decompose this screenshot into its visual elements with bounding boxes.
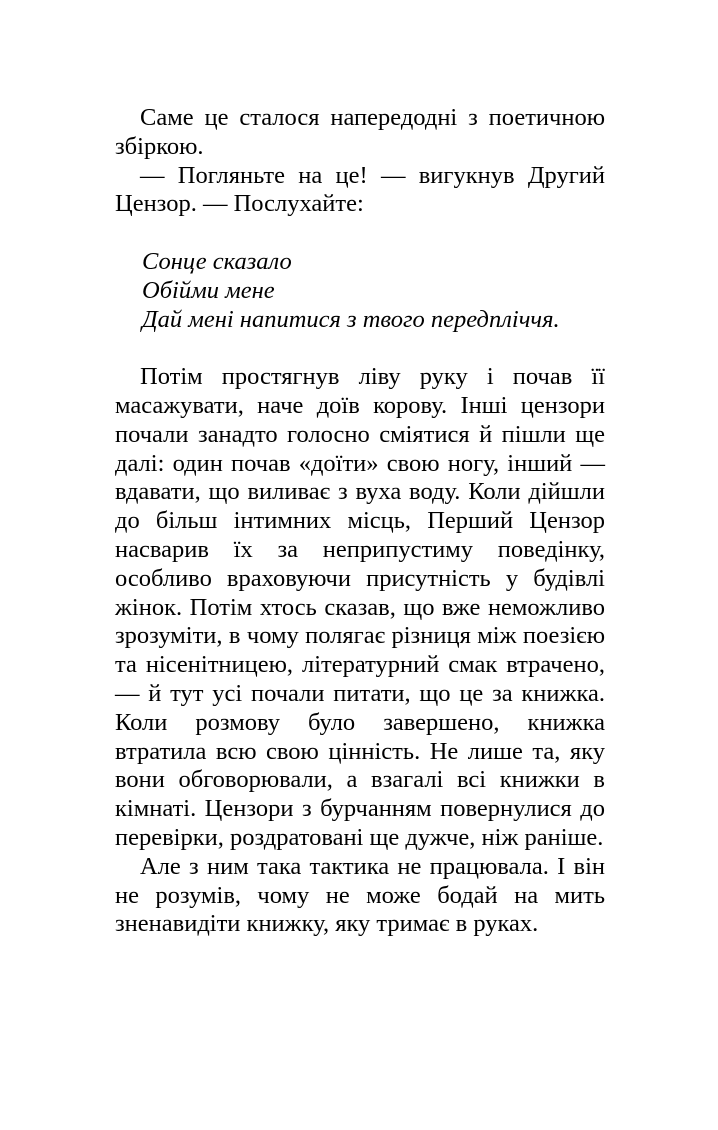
poem-line: Дай мені напитися з твого передпліччя.	[142, 305, 560, 333]
poem-line: Обійми мене	[142, 276, 275, 304]
paragraph-intro: Саме це сталося напередодні з поетичною збіркою.	[115, 104, 605, 160]
page-text-block	[115, 104, 605, 939]
paragraph-closing: Але з ним така тактика не працювала. І він не розумів, чому не може бодай на мить зненавидіти книжку, яку тримає в руках.	[115, 852, 605, 938]
poem	[142, 248, 605, 334]
paragraph-body: Потім простягнув ліву руку і почав її масажувати, наче доїв корову. Інші цензори почали занадто голосно сміятися й пішли ще далі: один почав «доїти» свою ногу, інший — вдавати, що виливає з вуха воду. Коли дійшли до більш інтимних місць, Перший Цензор насварив їх за неприпустиму поведінку, особливо враховуючи присутність у будівлі жінок. Потім хтось сказав, що вже неможливо зрозуміти, в чому полягає різниця між поезією та нісенітницею, літературний смак втрачено, — й тут усі почали питати, що це за книжка. Коли розмову було завершено, книжка втратила всю свою цінність. Не лише та, яку вони обговорювали, а взагалі всі книжки в кімнаті. Цензори з бурчанням повернулися до перевірки, роздратовані ще дужче, ніж раніше.	[115, 363, 605, 851]
poem-block	[115, 248, 605, 334]
poem-line: Сонце сказало	[142, 247, 292, 275]
paragraph-dialogue: — Погляньте на це! — вигукнув Другий Цензор. — Послухайте:	[115, 161, 605, 218]
